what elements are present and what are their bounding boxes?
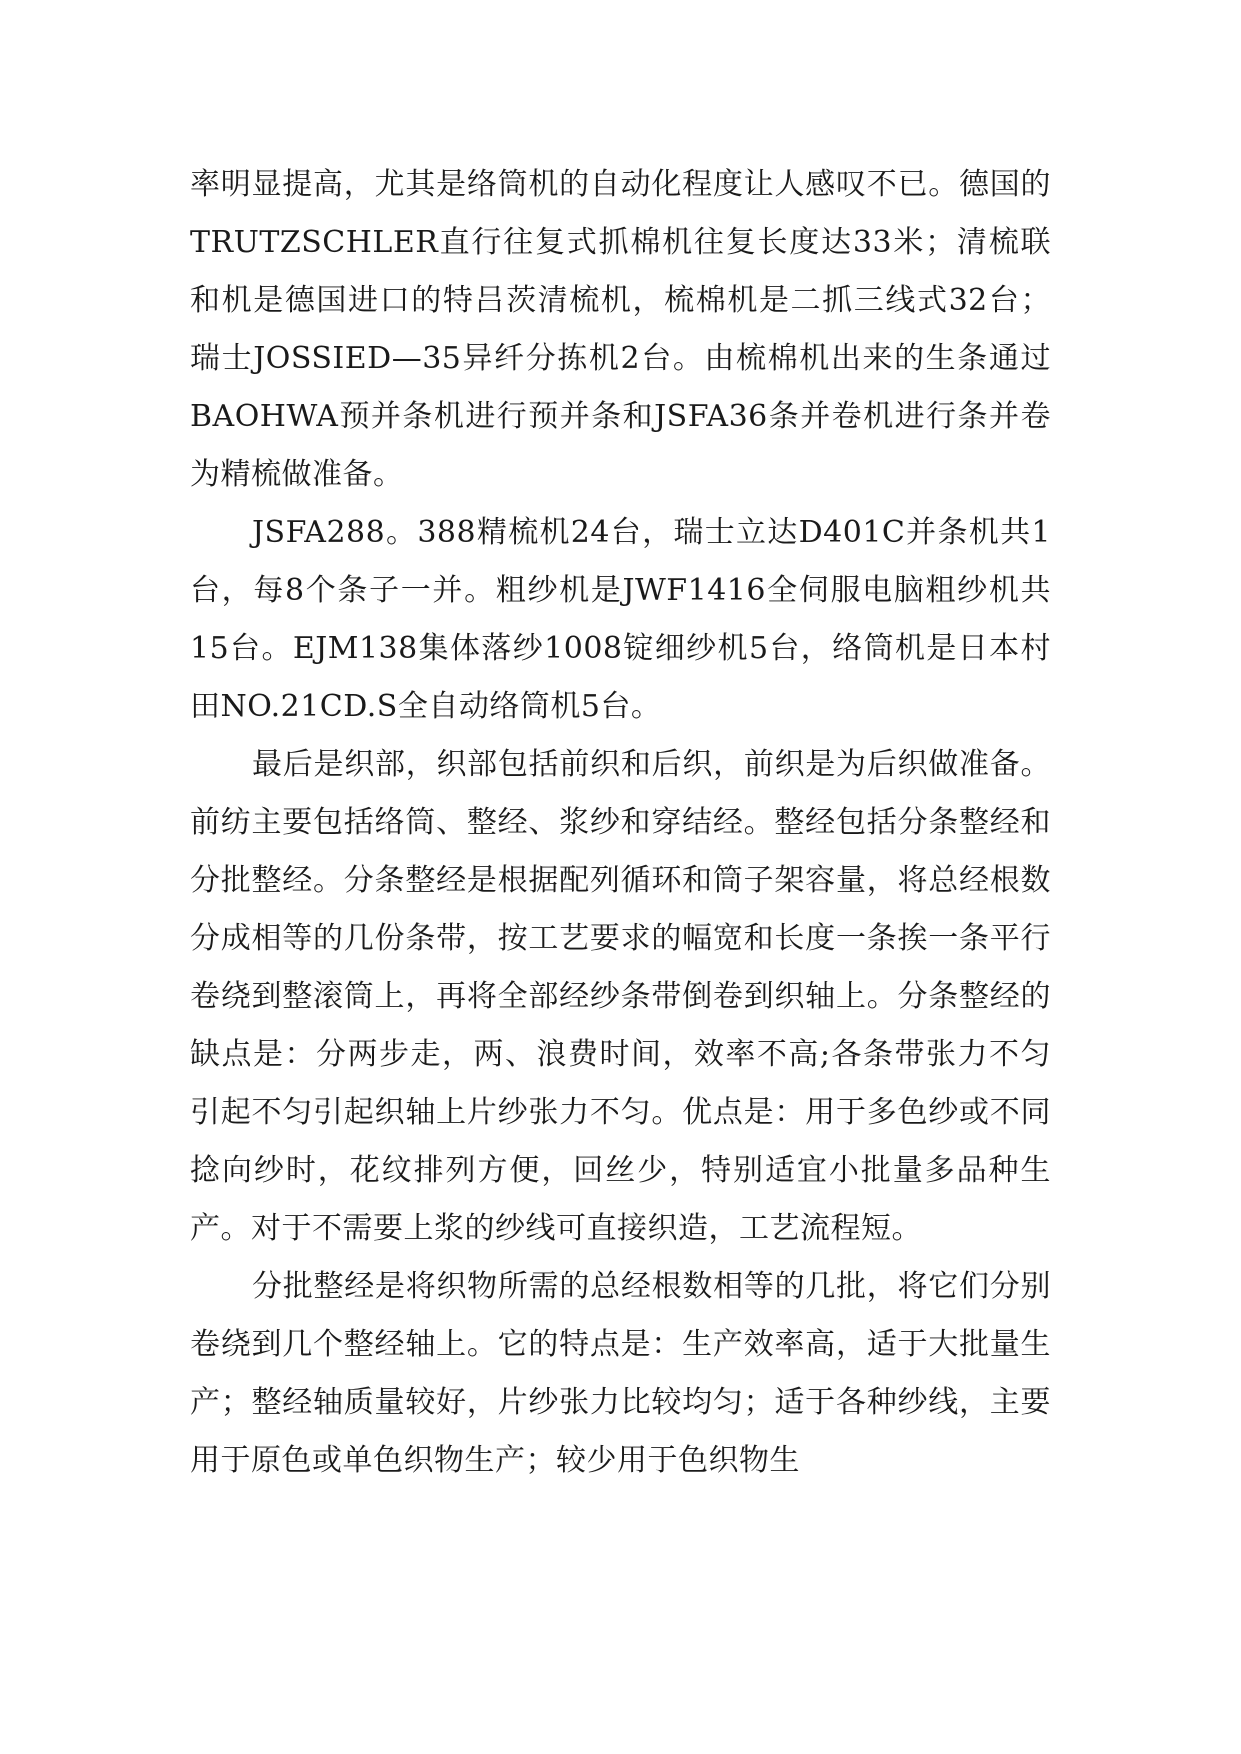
paragraph: 率明显提高，尤其是络筒机的自动化程度让人感叹不已。德国的TRUTZSCHLER直行往复式抓棉机往复长度达33米；清梳联和机是德国进口的特吕茨清梳机，梳棉机是二抓三线式32台；瑞士JOSSIED—35异纤分拣机2台。由梳棉机出来的生条通过BAOHWA预并条机进行预并条和JSFA36条并卷机进行条并卷为精梳做准备。 (190, 167, 1051, 492)
paragraph: 分批整经是将织物所需的总经根数相等的几批，将它们分别卷绕到几个整经轴上。它的特点是：生产效率高，适于大批量生产；整经轴质量较好，片纱张力比较均匀；适于各种纱线，主要用于原色或单色织物生产；较少用于色织物生 (190, 1269, 1051, 1478)
paragraph: 最后是织部，织部包括前织和后织，前织是为后织做准备。前纺主要包括络筒、整经、浆纱和穿结经。整经包括分条整经和分批整经。分条整经是根据配列循环和筒子架容量，将总经根数分成相等的几份条带，按工艺要求的幅宽和长度一条挨一条平行卷绕到整滚筒上，再将全部经纱条带倒卷到织轴上。分条整经的缺点是：分两步走，两、浪费时间，效率不高;各条带张力不匀引起不匀引起织轴上片纱张力不匀。优点是：用于多色纱或不同捻向纱时，花纹排列方便，回丝少，特别适宜小批量多品种生产。对于不需要上浆的纱线可直接织造，工艺流程短。 (190, 747, 1051, 1246)
paragraph: JSFA288。388精梳机24台，瑞士立达D401C并条机共1台，每8个条子一并。粗纱机是JWF1416全伺服电脑粗纱机共15台。EJM138集体落纱1008锭细纱机5台，络筒机是日本村田NO.21CD.S全自动络筒机5台。 (190, 515, 1051, 724)
document-body (190, 156, 1051, 1490)
